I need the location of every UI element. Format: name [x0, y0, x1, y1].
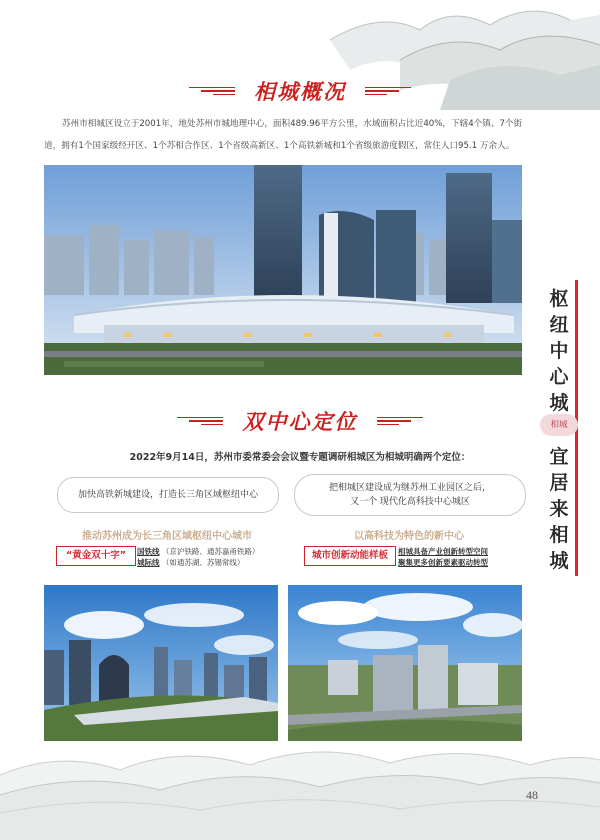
side-char: 中 [549, 340, 569, 362]
page-number: 48 [526, 788, 538, 802]
right-subtitle: 以高科技为特色的新中心 [354, 531, 464, 542]
innovation-line-item: 聚集更多创新要素驱动转型 [398, 558, 488, 567]
side-char: 枢 [549, 288, 569, 310]
title-deco-lines-right [377, 417, 423, 426]
side-char: 相 [549, 524, 569, 546]
section-title-text: 相城概况 [254, 80, 346, 104]
photo-tech-park [288, 585, 522, 741]
innovation-model-tag: 城市创新动能样板 [304, 546, 396, 566]
section-title-text: 双中心定位 [242, 410, 358, 434]
left-positioning-box [57, 477, 279, 513]
left-subtitle: 推动苏州成为长三角区域枢纽中心城市 [82, 531, 252, 542]
rail-line-item: 国铁线 （京沪铁路、通苏嘉甬铁路） [137, 547, 260, 556]
title-deco-lines-left [189, 87, 235, 96]
golden-cross-tag: “黄金双十字” [56, 546, 136, 566]
side-pill-label: 相城 [540, 414, 578, 436]
title-deco-lines-right [365, 87, 411, 96]
intro-paragraph: 苏州市相城区设立于2001年，地处苏州市城地理中心，面积489.96平方公里，水域面积占比近40%，下辖4个镇、7个街道，拥有1个国家级经开区、1个苏相合作区、1个省级高新区、1个高铁新城和1个省级旅游度假区，常住人口95.1 万余人。 [44, 119, 523, 151]
side-char: 心 [549, 366, 569, 388]
innovation-line-item: 相城具备产业创新转型空间 [398, 547, 488, 556]
photo-railway-station [44, 165, 522, 375]
mountain-decoration-bottom [0, 735, 600, 840]
innovation-lines-list [398, 546, 528, 568]
side-char: 城 [549, 550, 569, 572]
side-char: 宜 [549, 446, 569, 468]
section-title-dual-center [0, 406, 600, 436]
rail-line-item: 城际线 （如通苏湖、苏锡常线） [137, 558, 245, 567]
side-char: 来 [549, 498, 569, 520]
side-char: 纽 [549, 314, 569, 336]
title-deco-lines-left [177, 417, 223, 426]
side-char: 居 [549, 472, 569, 494]
right-box-line1: 把相城区建设成为继苏州工业园区之后， [328, 483, 491, 493]
side-char: 城 [549, 392, 569, 414]
photo-city-skyline [44, 585, 278, 741]
side-bottom-text [546, 444, 572, 574]
left-box-text: 加快高铁新城建设，打造长三角区域枢纽中心 [77, 490, 258, 500]
section-title-overview [0, 76, 600, 106]
right-positioning-box [294, 474, 526, 516]
rail-lines-list [137, 546, 297, 568]
side-vertical-tab [540, 280, 578, 576]
positioning-statement: 2022年9月14日，苏州市委常委会会议暨专题调研相城区为相城明确两个定位： [129, 452, 471, 463]
right-box-line2: 又一个 现代化高科技中心城区 [350, 497, 470, 507]
side-top-text [546, 286, 572, 416]
